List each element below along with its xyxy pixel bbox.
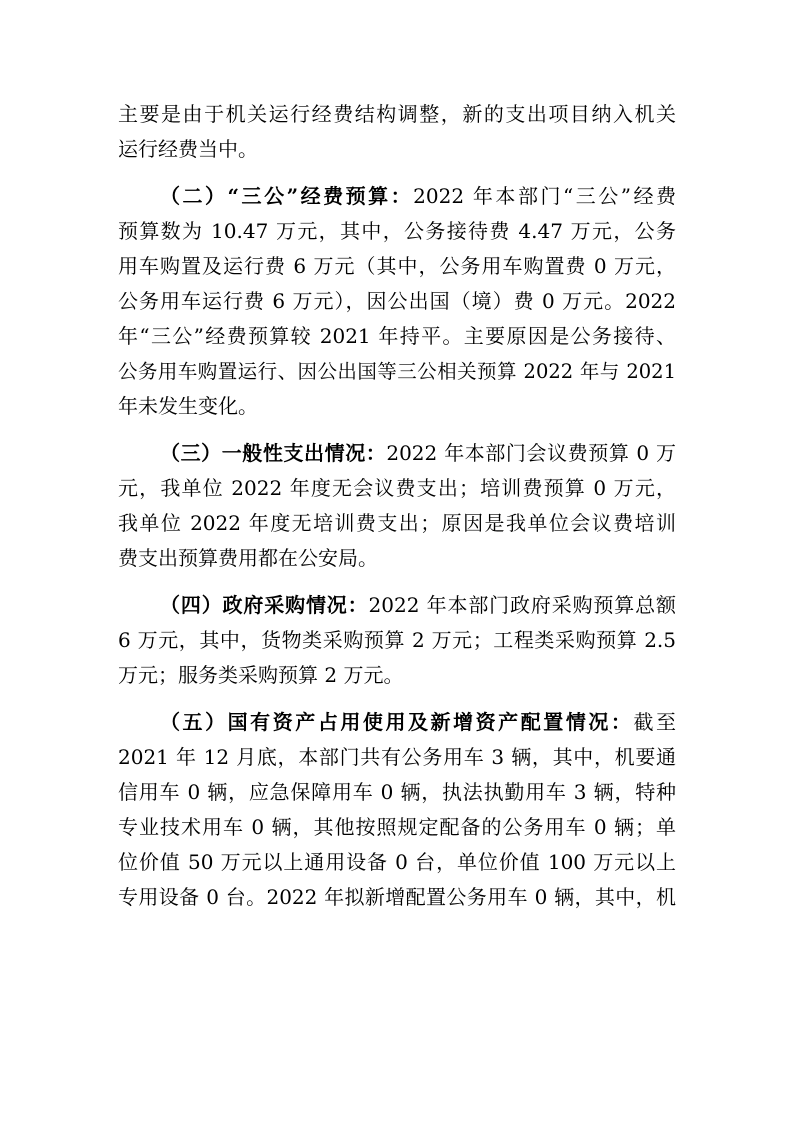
- section-heading-line: （五）国有资产占用使用及新增资产配置情况：截至: [160, 710, 677, 734]
- text-line: 元，我单位 2022 年度无会议费支出；培训费预算 0 万元，: [118, 476, 676, 500]
- text-line: 专用设备 0 台。2022 年拟新增配置公务用车 0 辆，其中，机: [118, 885, 676, 909]
- text-line: 预算数为 10.47 万元，其中，公务接待费 4.47 万元，公务: [118, 219, 676, 243]
- section-heading-4: （四）政府采购情况：: [160, 593, 369, 617]
- text-line: 万元；服务类采购预算 2 万元。: [118, 663, 404, 687]
- text-line: 年未发生变化。: [118, 394, 258, 418]
- document-body: [118, 97, 676, 915]
- text-line: 我单位 2022 年度无培训费支出；原因是我单位会议费培训: [118, 511, 676, 535]
- text-line: 公务用车运行费 6 万元），因公出国（境）费 0 万元。2022: [118, 289, 676, 313]
- section-heading-2: （二）“三公”经费预算：: [160, 184, 414, 208]
- text-line: 公务用车购置运行、因公出国等三公相关预算 2022 年与 2021: [118, 360, 676, 383]
- text-line: 6 万元，其中，货物类采购预算 2 万元；工程类采购预算 2.5: [118, 628, 676, 652]
- text-line: 费支出预算费用都在公安局。: [118, 546, 378, 570]
- section-heading-3: （三）一般性支出情况：: [160, 441, 387, 465]
- section-heading-line: （四）政府采购情况：2022 年本部门政府采购预算总额: [160, 593, 676, 617]
- text-line: 位价值 50 万元以上通用设备 0 台，单位价值 100 万元以上: [118, 850, 676, 874]
- text-line: 运行经费当中。: [118, 137, 258, 161]
- section-heading-5: （五）国有资产占用使用及新增资产配置情况：: [160, 710, 634, 734]
- text-line: 专业技术用车 0 辆，其他按照规定配备的公务用车 0 辆；单: [118, 815, 676, 839]
- text-line: 用车购置及运行费 6 万元（其中，公务用车购置费 0 万元，: [118, 254, 676, 278]
- text-line: 信用车 0 辆，应急保障用车 0 辆，执法执勤用车 3 辆，特种: [118, 780, 676, 804]
- text-line: 年“三公”经费预算较 2021 年持平。主要原因是公务接待、: [118, 324, 676, 348]
- section-heading-line: （三）一般性支出情况：2022 年本部门会议费预算 0 万: [160, 441, 676, 465]
- text-line: 2021 年 12 月底，本部门共有公务用车 3 辆，其中，机要通: [118, 745, 676, 769]
- section-heading-line: （二）“三公”经费预算：2022 年本部门“三公”经费: [160, 184, 676, 208]
- text-line: 主要是由于机关运行经费结构调整，新的支出项目纳入机关: [118, 102, 676, 126]
